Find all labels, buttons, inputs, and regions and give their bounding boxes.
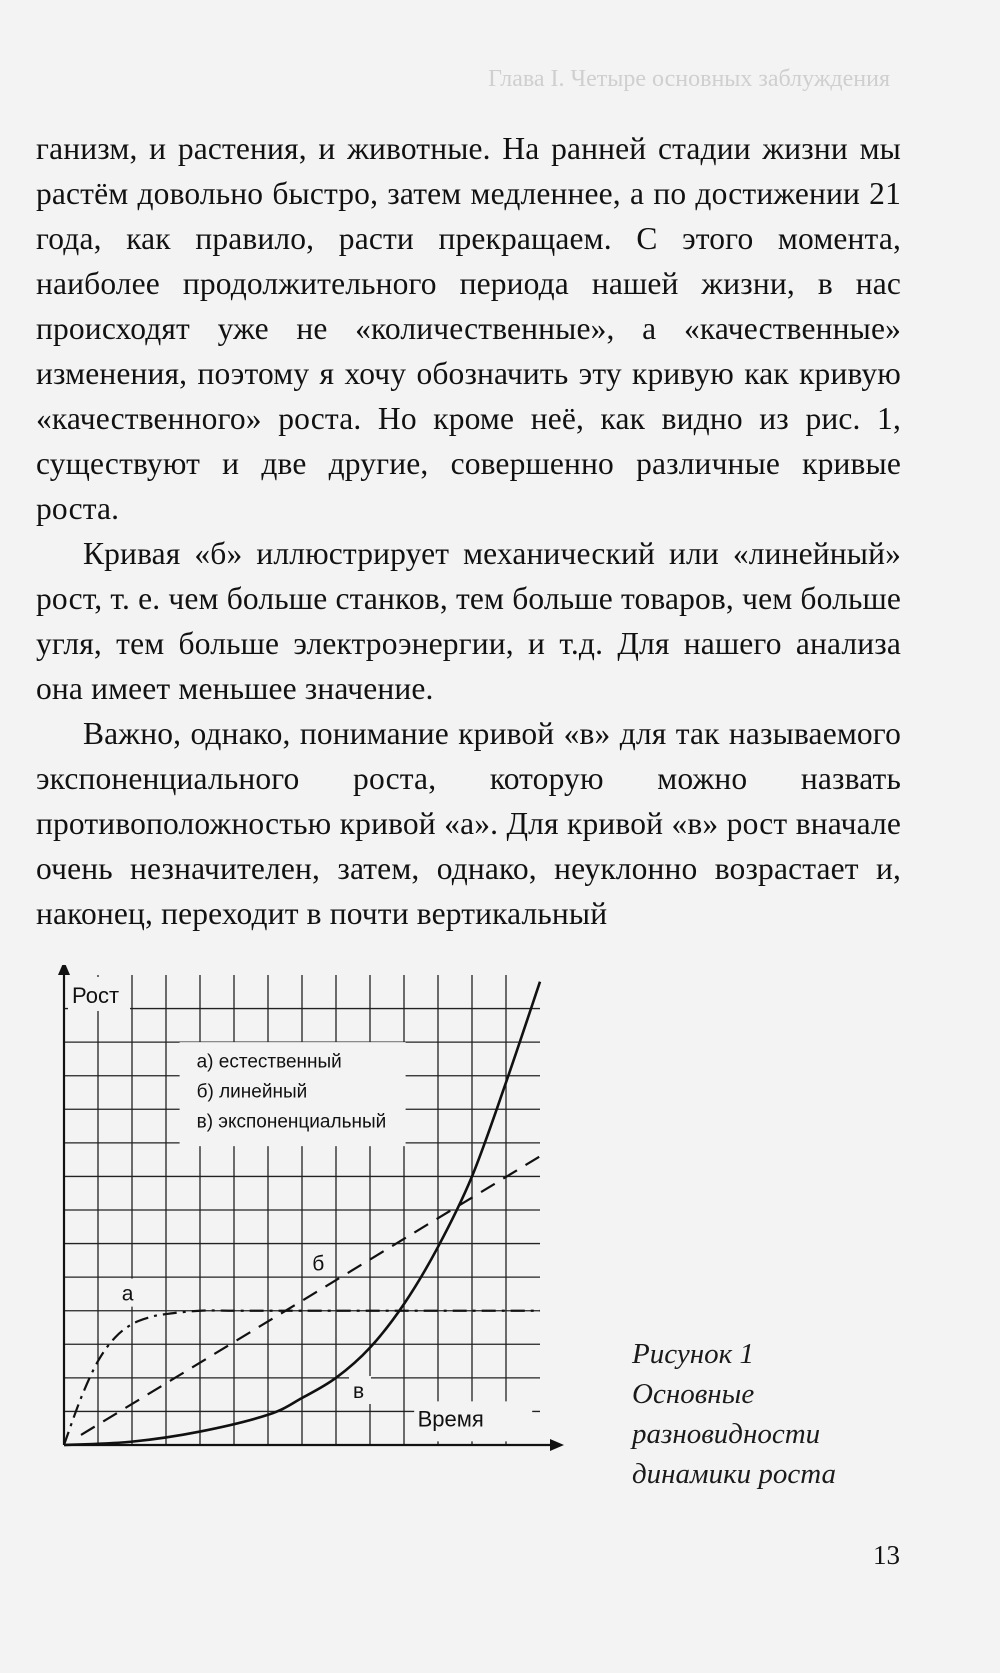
page-number: 13: [873, 1540, 900, 1570]
caption-title: Рисунок 1: [632, 1338, 754, 1370]
series-tag-label: а: [121, 1282, 134, 1306]
running-head: Глава I. Четыре основных заблуждения: [488, 66, 890, 92]
y-axis-arrow-icon: [58, 965, 70, 975]
growth-figure: [50, 965, 590, 1485]
xlabel: Время: [417, 1406, 484, 1432]
legend-entry: а) естественный: [196, 1051, 342, 1073]
paragraph: Важно, однако, понимание кривой «в» для так называемого экспоненциального роста, которую можно назвать противоположностью кривой «а». Для кривой «в» рост вначале очень незначителен, затем, однако, неуклонно возрастает и, наконец, переходит в почти вертикальный: [36, 716, 901, 931]
body-text: [36, 126, 901, 936]
series-tag-label: б: [312, 1252, 325, 1276]
caption-line: Основные: [632, 1378, 755, 1410]
series-tag-label: в: [353, 1380, 365, 1403]
paragraph: ганизм, и растения, и животные. На ранней стадии жизни мы растём довольно быстро, затем медленнее, а по достижении 21 года, как правило, расти прекращаем. С этого момента, наиболее продолжительного периода нашей жизни, в нас происходят уже не «количественные», а «качественные» изменения, поэтому я хочу обозначить эту кривую как кривую «качественного» роста. Но кроме неё, как видно из рис. 1, существуют и две другие, совершенно различные кривые роста.: [36, 131, 901, 526]
growth-chart: [50, 965, 590, 1485]
legend-entry: б) линейный: [196, 1081, 308, 1103]
paragraph: Кривая «б» иллюстрирует механический или «линейный» рост, т. е. чем больше станков, тем больше товаров, чем больше угля, тем больше электроэнергии, и т.д. Для нашего анализа она имеет меньшее значение.: [36, 536, 901, 706]
x-axis-arrow-icon: [550, 1439, 564, 1451]
legend-entry: в) экспоненциальный: [196, 1111, 387, 1133]
caption-line: разновидности: [632, 1418, 821, 1450]
caption-line: динамики роста: [632, 1458, 837, 1490]
ylabel: Рост: [72, 983, 120, 1008]
figure-caption: [632, 1334, 836, 1494]
